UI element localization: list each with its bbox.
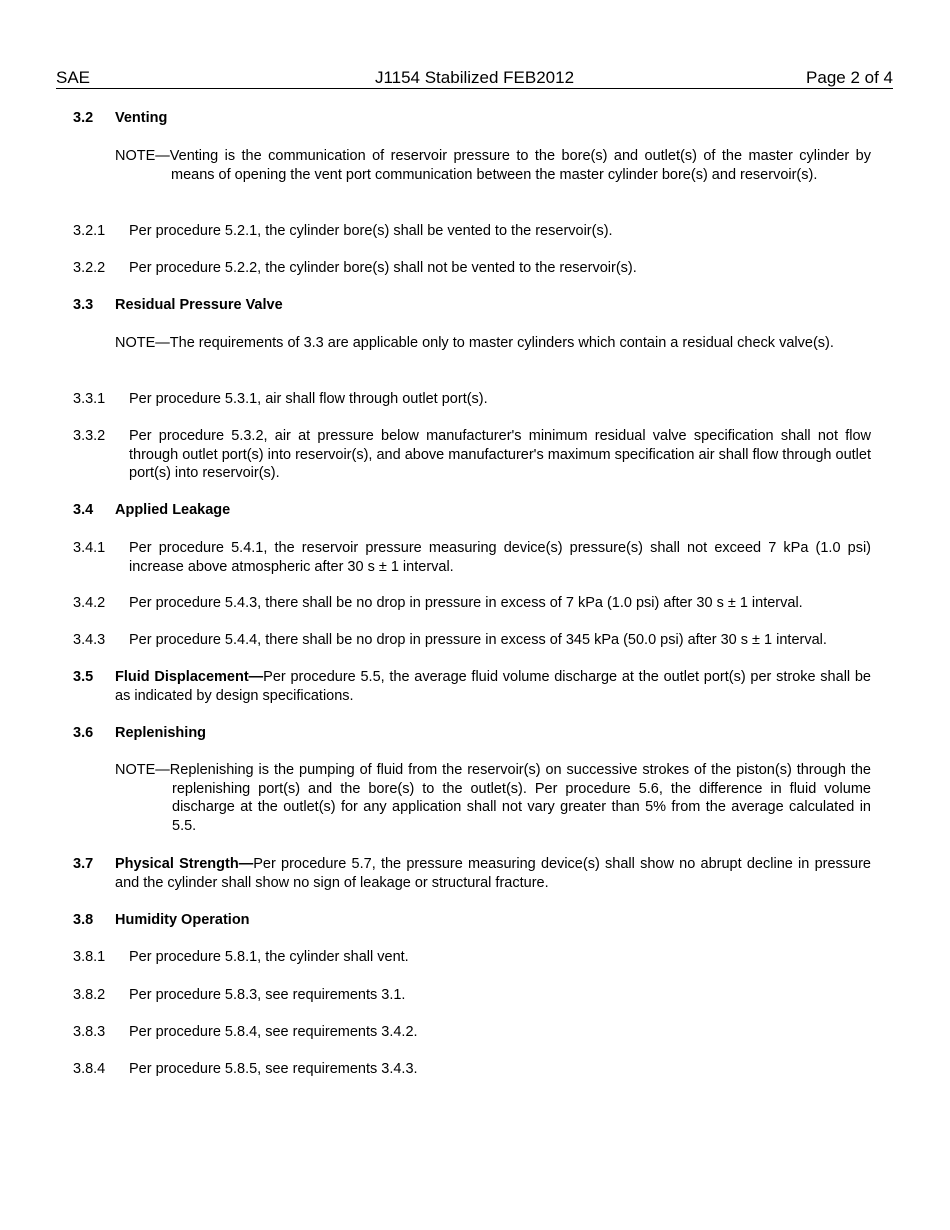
header-page-number: Page 2 of 4: [806, 68, 893, 87]
section-number: 3.2: [73, 110, 94, 126]
header-doc-id: J1154 Stabilized FEB2012: [374, 68, 575, 87]
section-3-3-heading: [73, 296, 871, 315]
section-paragraph: [115, 668, 871, 705]
section-3-3-1: [73, 390, 871, 409]
section-3-6-heading: [73, 724, 871, 743]
section-title: Residual Pressure Valve: [115, 297, 283, 313]
section-text: Per procedure 5.2.1, the cylinder bore(s) shall be vented to the reservoir(s).: [129, 223, 613, 239]
section-number: 3.8: [73, 912, 94, 928]
section-text: Per procedure 5.4.1, the reservoir pressure measuring device(s) pressure(s) shall not exceed 7 kPa (1.0 psi) increase above atmospheric after 30 s ± 1 interval.: [129, 540, 871, 575]
section-text: Per procedure 5.8.3, see requirements 3.1.: [129, 987, 406, 1003]
section-number: 3.2.2: [73, 260, 106, 276]
section-3-5: [73, 668, 871, 705]
section-title: Physical Strength—: [115, 856, 254, 872]
page-header: [56, 68, 893, 89]
section-3-8-heading: [73, 911, 871, 930]
section-3-3-2: [73, 427, 871, 483]
note-text: NOTE—Replenishing is the pumping of fluid from the reservoir(s) on successive strokes of the piston(s) through the replenishing port(s) and the bore(s) to the outlet(s). Per procedure 5.6, the difference in fluid volume discharge at the outlet(s) for any application shall not vary greater than 5% from the average calculated in 5.5.: [115, 762, 871, 835]
section-number: 3.8.4: [73, 1061, 106, 1077]
section-text: Per procedure 5.5, the average fluid volume discharge at the outlet port(s) per stroke shall be as indicated by design specifications.: [115, 669, 871, 704]
section-title: Replenishing: [115, 725, 207, 741]
section-title: Venting: [115, 110, 168, 126]
section-3-3-note: [73, 334, 871, 353]
section-number: 3.8.2: [73, 987, 106, 1003]
header-org: SAE: [56, 68, 91, 87]
note-text: NOTE—Venting is the communication of reservoir pressure to the bore(s) and outlet(s) of the master cylinder by means of opening the vent port communication between the master cylinder bore(s) and reservoir(s).: [115, 148, 871, 183]
section-3-4-1: [73, 539, 871, 576]
section-paragraph: [115, 855, 871, 892]
section-number: 3.4.1: [73, 540, 106, 556]
section-title: Applied Leakage: [115, 502, 231, 518]
section-text: Per procedure 5.8.4, see requirements 3.4.2.: [129, 1024, 418, 1040]
section-number: 3.8.1: [73, 949, 106, 965]
section-3-2-1: [73, 222, 871, 241]
note-text: NOTE—The requirements of 3.3 are applicable only to master cylinders which contain a residual check valve(s).: [115, 335, 834, 351]
section-number: 3.3: [73, 297, 94, 313]
section-number: 3.5: [73, 669, 94, 685]
section-text: Per procedure 5.4.3, there shall be no drop in pressure in excess of 7 kPa (1.0 psi) after 30 s ± 1 interval.: [129, 595, 803, 611]
section-number: 3.6: [73, 725, 94, 741]
section-3-2-note: [73, 147, 871, 184]
section-3-8-3: [73, 1023, 871, 1042]
section-text: Per procedure 5.4.4, there shall be no drop in pressure in excess of 345 kPa (50.0 psi) after 30 s ± 1 interval.: [129, 632, 827, 648]
section-text: Per procedure 5.8.1, the cylinder shall vent.: [129, 949, 409, 965]
section-3-2-heading: [73, 109, 871, 128]
section-text: Per procedure 5.2.2, the cylinder bore(s) shall not be vented to the reservoir(s).: [129, 260, 637, 276]
section-3-4-heading: [73, 501, 871, 520]
section-text: Per procedure 5.3.2, air at pressure below manufacturer's minimum residual valve specification shall not flow through outlet port(s) into reservoir(s), and above manufacturer's maximum specification air shall flow through outlet port(s) into reservoir(s).: [129, 428, 871, 482]
section-number: 3.3.2: [73, 428, 106, 444]
section-number: 3.4.3: [73, 632, 106, 648]
section-number: 3.4: [73, 502, 94, 518]
section-3-8-1: [73, 948, 871, 967]
section-text: Per procedure 5.7, the pressure measuring device(s) shall show no abrupt decline in pressure and the cylinder shall show no sign of leakage or structural fracture.: [115, 856, 871, 891]
section-3-6-note: [73, 761, 871, 836]
section-title: Fluid Displacement—: [115, 669, 264, 685]
section-number: 3.4.2: [73, 595, 106, 611]
section-3-2-2: [73, 259, 871, 278]
section-3-8-2: [73, 986, 871, 1005]
section-number: 3.3.1: [73, 391, 106, 407]
section-3-4-2: [73, 594, 871, 613]
section-number: 3.2.1: [73, 223, 106, 239]
section-text: Per procedure 5.8.5, see requirements 3.4.3.: [129, 1061, 418, 1077]
section-number: 3.7: [73, 856, 94, 872]
section-number: 3.8.3: [73, 1024, 106, 1040]
section-3-7: [73, 855, 871, 892]
section-title: Humidity Operation: [115, 912, 250, 928]
section-3-8-4: [73, 1060, 871, 1079]
section-3-4-3: [73, 631, 871, 650]
section-text: Per procedure 5.3.1, air shall flow through outlet port(s).: [129, 391, 488, 407]
